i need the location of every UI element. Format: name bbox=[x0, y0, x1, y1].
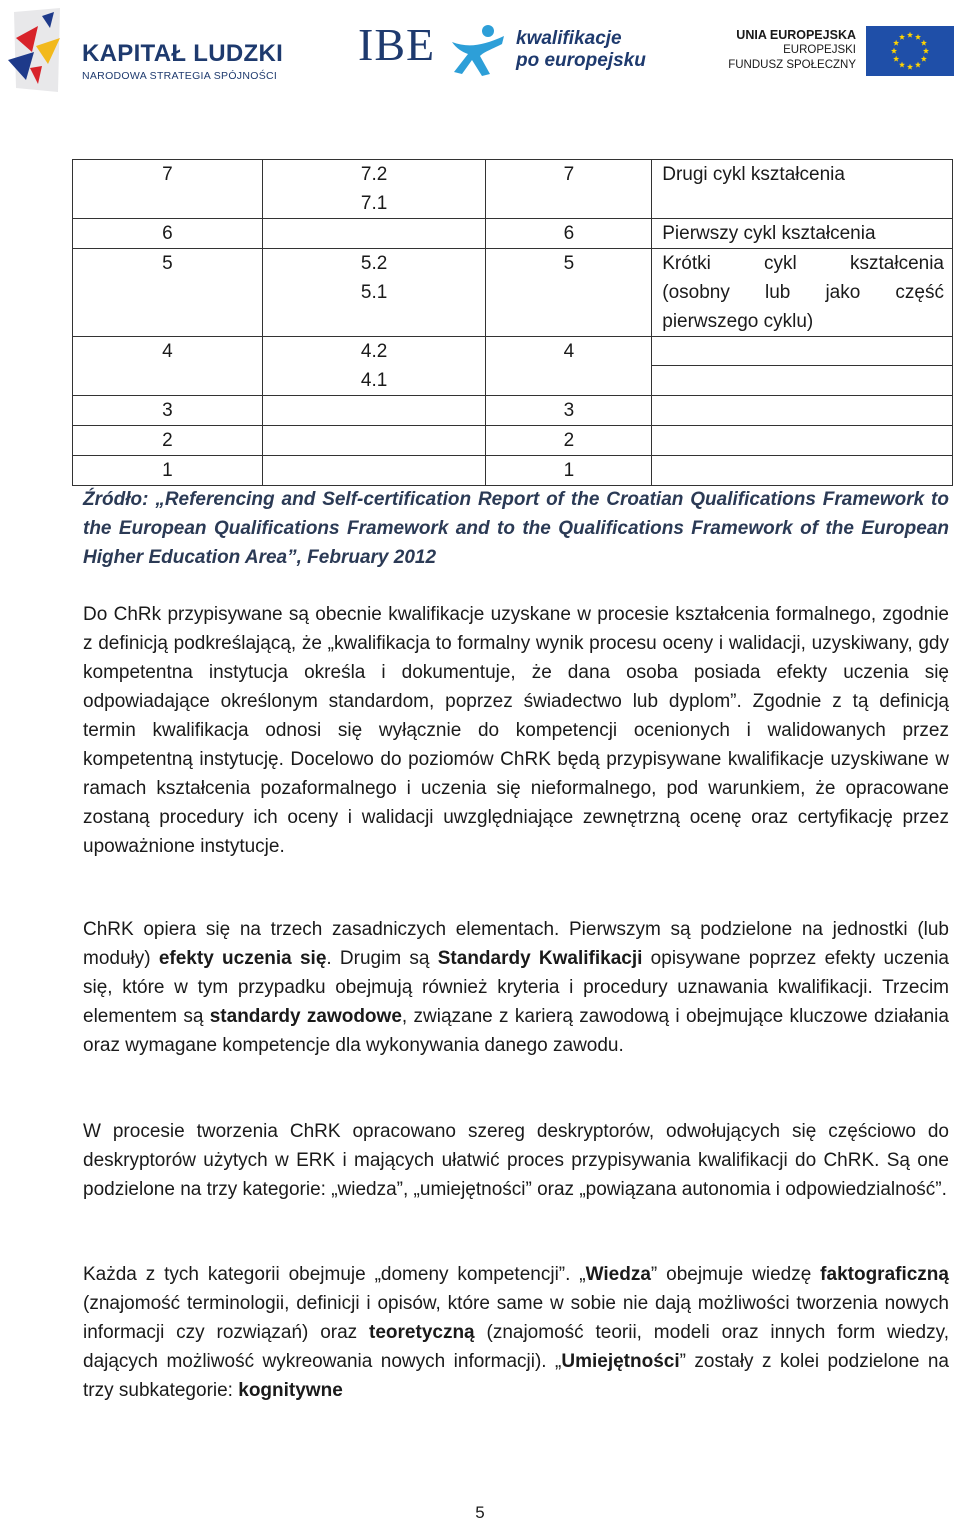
table-cell-cycle bbox=[652, 456, 953, 486]
table-cell-sublevel bbox=[262, 456, 486, 486]
kapital-ludzki-emblem-icon bbox=[8, 8, 66, 92]
eu-logo bbox=[728, 26, 954, 76]
ibe-wordmark: IBE bbox=[358, 19, 436, 70]
table-cell-eqf-level: 2 bbox=[486, 426, 652, 456]
table-cell-eqf-level: 4 bbox=[486, 337, 652, 396]
bold-term: faktograficzną bbox=[820, 1264, 949, 1285]
bold-term: teoretyczną bbox=[369, 1322, 475, 1343]
eu-logo-line2: EUROPEJSKI bbox=[783, 44, 856, 56]
table-row bbox=[73, 337, 953, 396]
eu-flag-icon bbox=[866, 26, 954, 76]
table-cell-sublevel: 7.2 7.1 bbox=[262, 160, 486, 219]
page-header bbox=[0, 0, 960, 100]
table-cell-level: 2 bbox=[73, 426, 263, 456]
table-cell-cycle bbox=[652, 396, 953, 426]
qualifications-levels-table bbox=[72, 159, 953, 486]
table-cell-sublevel bbox=[262, 219, 486, 249]
ibe-tagline-line1: kwalifikacje bbox=[516, 28, 622, 49]
table-cell-sublevel: 4.2 4.1 bbox=[262, 337, 486, 396]
table-cell-level: 1 bbox=[73, 456, 263, 486]
table-cell-level: 3 bbox=[73, 396, 263, 426]
bold-term: Wiedza bbox=[585, 1264, 651, 1285]
bold-term: Standardy Kwalifikacji bbox=[437, 948, 643, 969]
ibe-figure-icon bbox=[444, 22, 510, 78]
bold-term: kognitywne bbox=[238, 1380, 343, 1401]
table-row bbox=[73, 396, 953, 426]
table-cell-sublevel: 5.2 5.1 bbox=[262, 249, 486, 337]
table-cell-level: 6 bbox=[73, 219, 263, 249]
eu-logo-line1: UNIA EUROPEJSKA bbox=[736, 28, 856, 42]
table-cell-sublevel bbox=[262, 426, 486, 456]
table-cell-eqf-level: 6 bbox=[486, 219, 652, 249]
table-row bbox=[73, 160, 953, 219]
bold-term: efekty uczenia się bbox=[158, 948, 327, 969]
table-row bbox=[73, 456, 953, 486]
bold-term: Umiejętności bbox=[561, 1351, 680, 1372]
table-source-note: Źródło: „Referencing and Self-certification Report of the Croatian Qualifications Framework to the European Qualifications Framework and to the Qualifications Framework of the European Higher Education Area”, February 2012 bbox=[83, 489, 949, 568]
table-row bbox=[73, 219, 953, 249]
bold-term: standardy zawodowe bbox=[209, 1006, 402, 1027]
table-cell-level: 7 bbox=[73, 160, 263, 219]
paragraph-2: ChRK opiera się na trzech zasadniczych elementach. Pierwszym są podzielone na jednostki (lub moduły) efekty uczenia się. Drugim są Standardy Kwalifikacji opisywane poprzez efekty uczenia się, które w tym przypadku obejmują również kryteria i procedury uznawania kwalifikacji. Trzecim elementem są standardy zawodowe, związane z karierą zawodową i obejmujące kluczowe działania oraz wymagane kompetencje dla wykonywania danego zawodu. bbox=[83, 919, 950, 1056]
page-number: 5 bbox=[475, 1503, 485, 1522]
table-cell-cycle: Pierwszy cykl kształcenia bbox=[652, 219, 953, 249]
table-row bbox=[73, 426, 953, 456]
table-cell-eqf-level: 7 bbox=[486, 160, 652, 219]
table-cell-sublevel bbox=[262, 396, 486, 426]
table-cell-level: 5 bbox=[73, 249, 263, 337]
kapital-ludzki-title: KAPITAŁ LUDZKI bbox=[82, 40, 284, 67]
paragraph-1: Do ChRk przypisywane są obecnie kwalifikacje uzyskane w procesie kształcenia formalnego, zgodnie z definicją podkreślającą, że „kwalifikacja to formalny wynik procesu oceny i walidacji, uzyskiwany, gdy kompetentna instytucja określa i dokumentuje, że dana osoba posiada efekty uczenia się odpowiadające określonym standardom, poprzez świadectwo lub dyplom”. Zgodnie z tą definicją termin kwalifikacja odnosi się wyłącznie do kompetencji ocenionych i walidowanych przez kompetentną instytucję. Docelowo do poziomów ChRK będą przypisywane kwalifikacje uzyskiwane w ramach kształcenia pozaformalnego i uczenia się nieformalnego, pod warunkiem, że opracowane zostaną procedury ich oceny i walidacji uwzględniające zewnętrzną ocenę oraz certyfikację przez upoważnione instytucje. bbox=[83, 604, 949, 857]
table-cell-level: 4 bbox=[73, 337, 263, 396]
table-cell-eqf-level: 5 bbox=[486, 249, 652, 337]
table-cell-cycle: Drugi cykl kształcenia bbox=[652, 160, 953, 219]
table-cell-eqf-level: 3 bbox=[486, 396, 652, 426]
paragraph-3: W procesie tworzenia ChRK opracowano szereg deskryptorów, odwołujących się częściowo do deskryptorów użytych w ERK i mających ułatwić proces przypisywania kwalifikacji do ChRK. Są one podzielone na trzy kategorie: „wiedza”, „umiejętności” oraz „powiązana autonomia i odpowiedzialność”. bbox=[83, 1121, 949, 1200]
table-row bbox=[73, 249, 953, 337]
eu-logo-line3: FUNDUSZ SPOŁECZNY bbox=[728, 59, 856, 71]
kapital-ludzki-subtitle: NARODOWA STRATEGIA SPÓJNOŚCI bbox=[82, 70, 278, 82]
table-cell-cycle: Krótki cykl kształcenia (osobny lub jako część pierwszego cyklu) bbox=[652, 249, 953, 337]
ibe-tagline-line2: po europejsku bbox=[516, 50, 646, 71]
ibe-logo bbox=[358, 19, 648, 82]
table-cell-cycle bbox=[652, 426, 953, 456]
kapital-ludzki-logo bbox=[8, 8, 284, 94]
table-cell-cycle bbox=[652, 337, 953, 396]
table-cell-eqf-level: 1 bbox=[486, 456, 652, 486]
paragraph-4: Każda z tych kategorii obejmuje „domeny kompetencji”. „Wiedza” obejmuje wiedzę faktograficzną (znajomość terminologii, definicji i opisów, które same w sobie nie dają możliwości tworzenia nowych informacji czy rozwiązań) oraz teoretyczną (znajomość teorii, modeli oraz innych form wiedzy, dających możliwość wykreowania nowych informacji). „Umiejętności” zostały z kolei podzielone na trzy subkategorie: kognitywne bbox=[83, 1264, 949, 1401]
